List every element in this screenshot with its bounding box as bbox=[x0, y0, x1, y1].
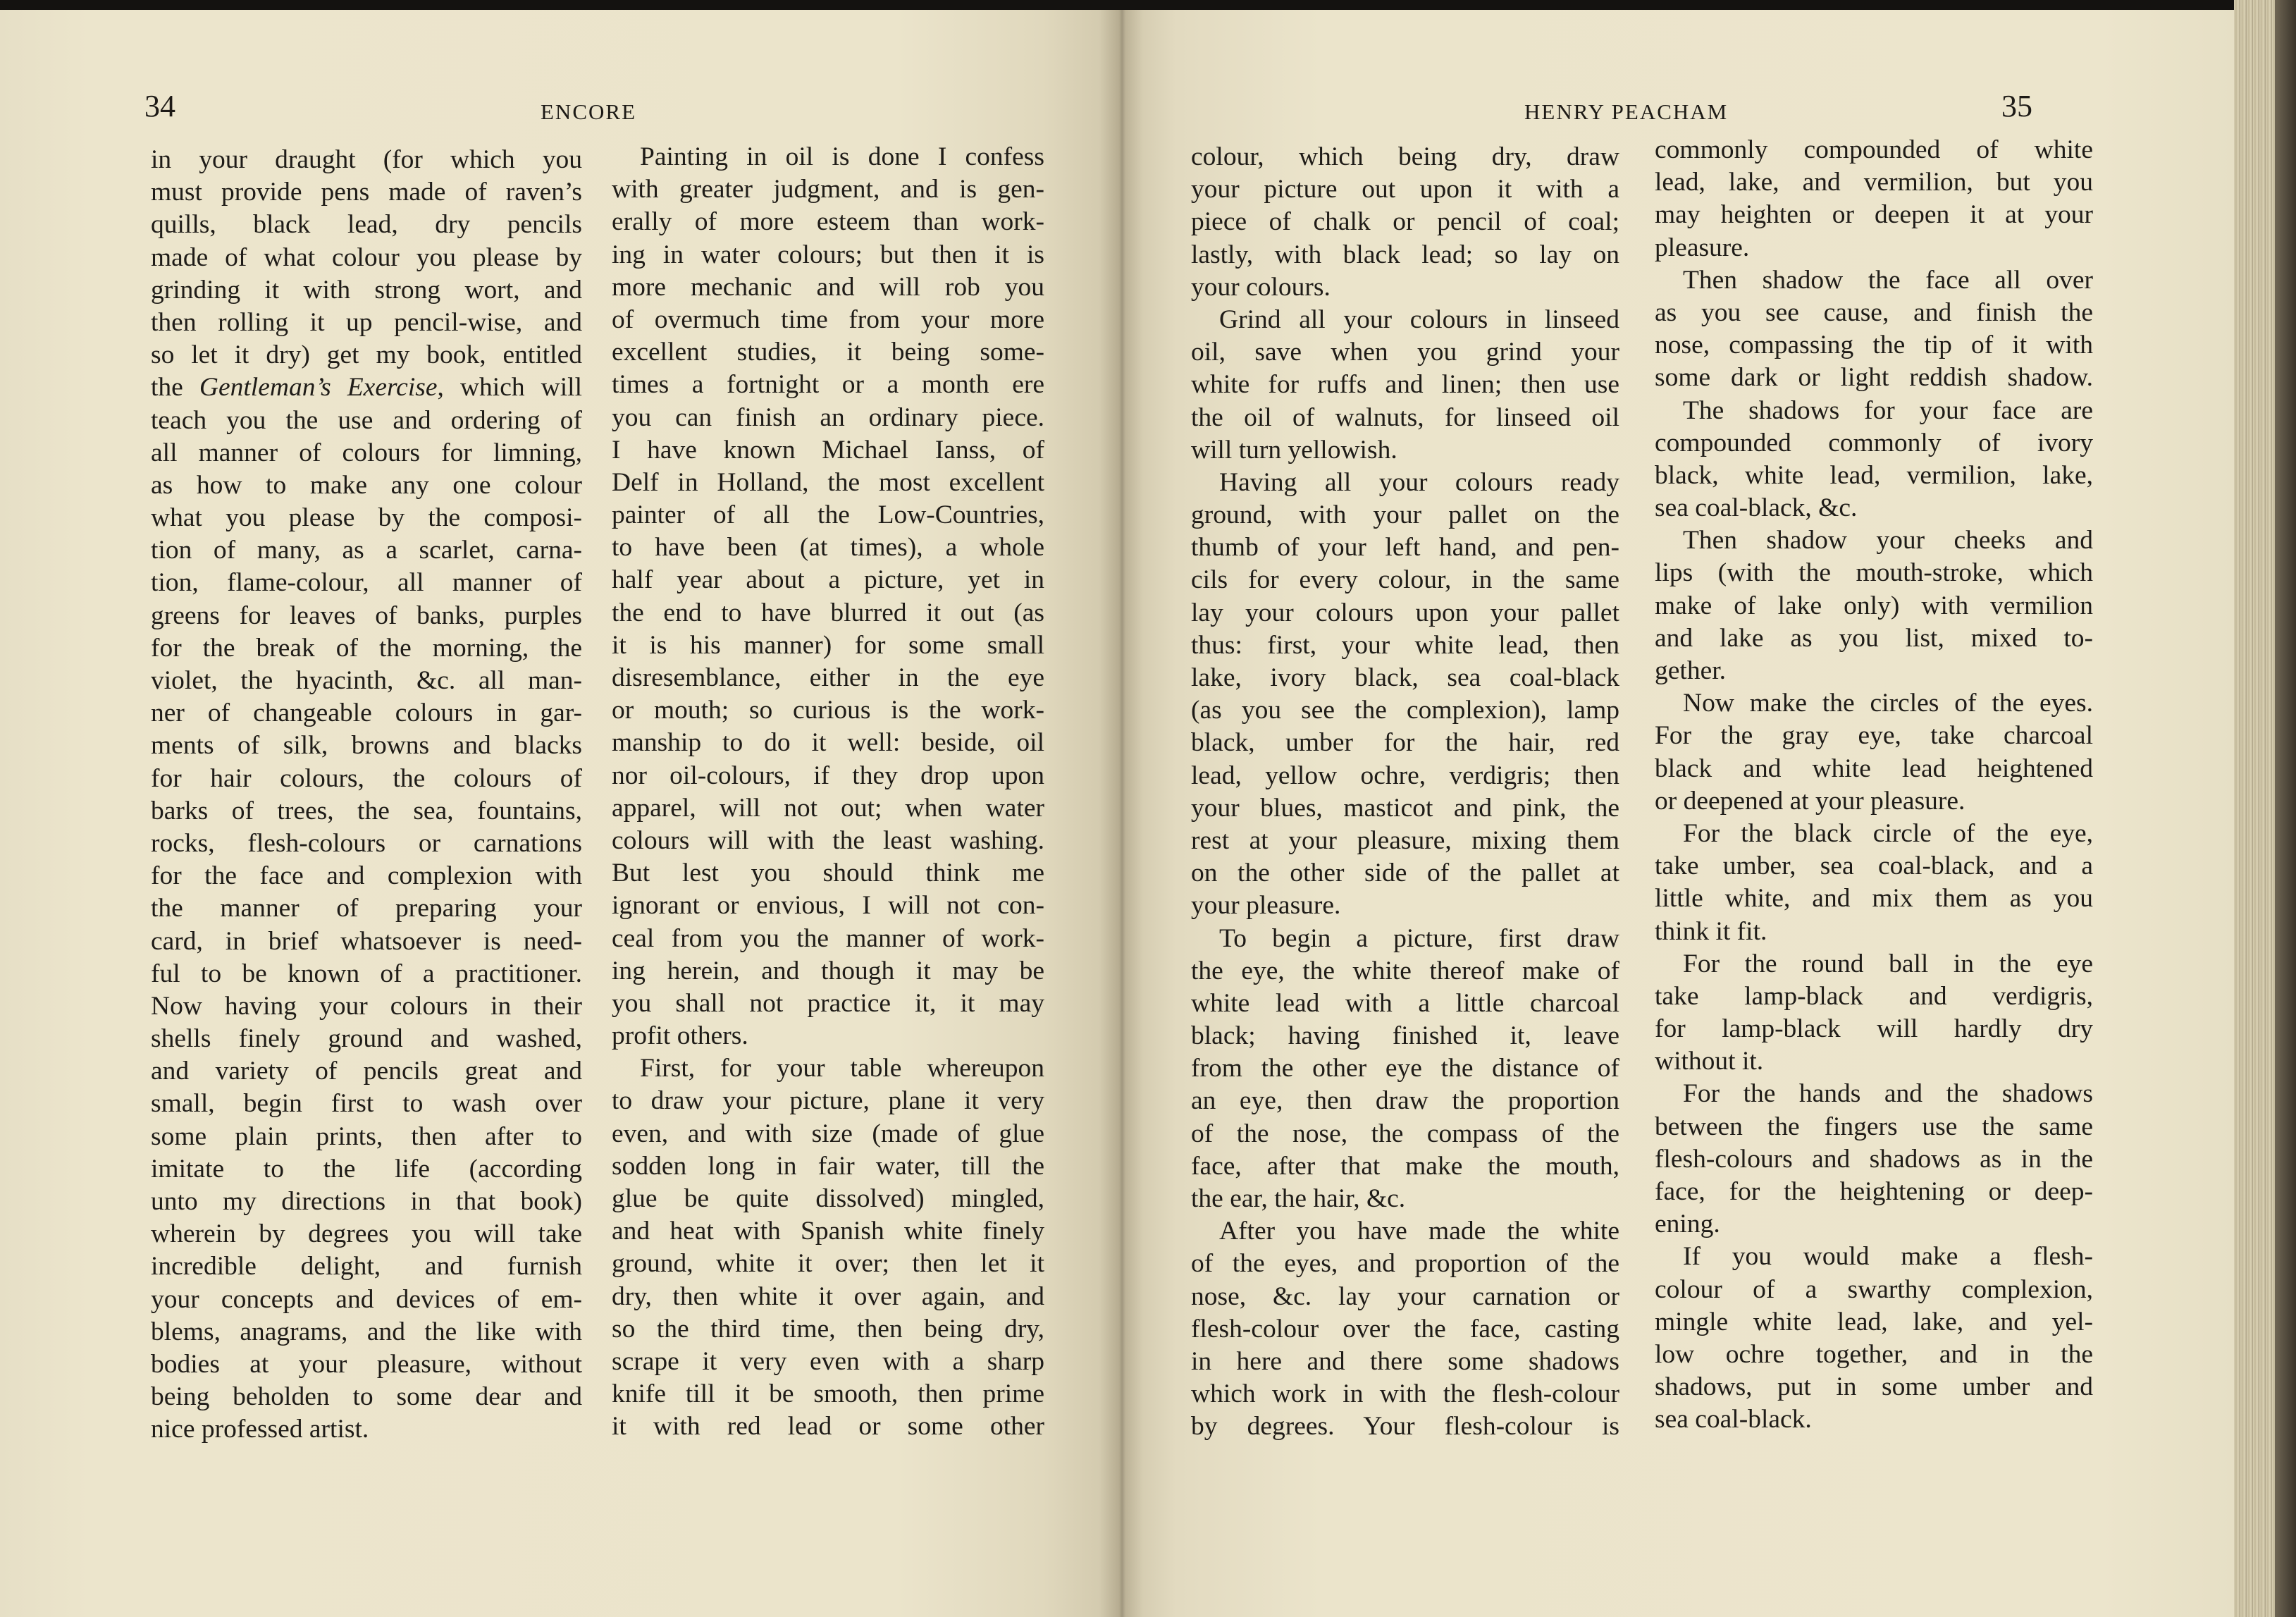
text-line: barks of trees, the sea, fountains, bbox=[151, 796, 582, 825]
text-line: shells finely ground and washed, bbox=[151, 1024, 582, 1054]
text-line: piece of chalk or pencil of coal; bbox=[1191, 207, 1619, 237]
text-line: painter of all the Low-Countries, bbox=[612, 500, 1044, 530]
text-line: as how to make any one colour bbox=[151, 470, 582, 500]
page-number-right: 35 bbox=[2001, 89, 2032, 123]
text-line: incredible delight, and furnish bbox=[151, 1252, 582, 1281]
text-line: ing in water colours; but then it is bbox=[612, 240, 1044, 269]
text-line: to draw your picture, plane it very bbox=[612, 1086, 1044, 1116]
text-line: face, for the heightening or deep- bbox=[1655, 1177, 2093, 1206]
text-line: nose, compassing the tip of it with bbox=[1655, 331, 2093, 360]
text-line: face, after that make the mouth, bbox=[1191, 1151, 1619, 1181]
text-line: even, and with size (made of glue bbox=[612, 1119, 1044, 1148]
text-line: may heighten or deepen it at your bbox=[1655, 200, 2093, 230]
text-line: half year about a picture, yet in bbox=[612, 565, 1044, 595]
text-line: as you see cause, and finish the bbox=[1655, 297, 2093, 327]
text-line: some dark or light reddish shadow. bbox=[1655, 363, 2093, 393]
text-line: your concepts and devices of em- bbox=[151, 1284, 582, 1314]
text-line: for hair colours, the colours of bbox=[151, 763, 582, 793]
text-line: flesh-colour over the face, casting bbox=[1191, 1314, 1619, 1344]
text-line: the oil of walnuts, for linseed oil bbox=[1191, 402, 1619, 432]
text-line: or deepened at your pleasure. bbox=[1655, 786, 1965, 816]
text-line: Having all your colours ready bbox=[1219, 467, 1619, 497]
text-line: ignorant or envious, I will not con- bbox=[612, 891, 1044, 921]
page-number-left: 34 bbox=[144, 89, 175, 123]
text-line: and heat with Spanish white finely bbox=[612, 1217, 1044, 1246]
text-line: compounded commonly of ivory bbox=[1655, 428, 2093, 457]
text-line: I have known Michael Ianss, of bbox=[612, 435, 1044, 465]
text-line: will turn yellowish. bbox=[1191, 435, 1397, 465]
text-line: your blues, masticot and pink, the bbox=[1191, 793, 1619, 823]
text-line: black and white lead heightened bbox=[1655, 754, 2093, 783]
text-line: make of lake only) with vermilion bbox=[1655, 591, 2093, 620]
text-line: sea coal-black, &c. bbox=[1655, 493, 1858, 523]
text-line: imitate to the life (according bbox=[151, 1154, 582, 1183]
text-line: For the round ball in the eye bbox=[1683, 949, 2093, 978]
text-line: Then shadow the face all over bbox=[1683, 265, 2093, 295]
text-line: the eye, the white thereof make of bbox=[1191, 956, 1619, 985]
text-line: black, umber for the hair, red bbox=[1191, 728, 1619, 758]
text-line: an eye, then draw the proportion bbox=[1191, 1086, 1619, 1116]
text-line: Grind all your colours in linseed bbox=[1219, 305, 1619, 334]
text-line: you shall not practice it, it may bbox=[612, 988, 1044, 1018]
text-line: lead, lake, and vermilion, but you bbox=[1655, 168, 2093, 197]
text-line: gether. bbox=[1655, 656, 1727, 685]
text-line: For the gray eye, take charcoal bbox=[1655, 721, 2093, 751]
text-line: ening. bbox=[1655, 1210, 1720, 1239]
text-line: the Gentleman’s Exercise, which will bbox=[151, 373, 583, 402]
text-line: between the fingers use the same bbox=[1655, 1112, 2093, 1141]
book-gutter bbox=[1099, 10, 1143, 1617]
text-line: thus: first, your white lead, then bbox=[1191, 630, 1619, 660]
text-line: But lest you should think me bbox=[612, 859, 1044, 888]
text-line: little white, and mix them as you bbox=[1655, 884, 2093, 914]
text-line: sea coal-black. bbox=[1655, 1405, 1812, 1434]
text-line: rest at your pleasure, mixing them bbox=[1191, 825, 1619, 855]
text-line: you can finish an ordinary piece. bbox=[612, 402, 1044, 432]
text-line: Delf in Holland, the most excellent bbox=[612, 467, 1044, 497]
text-line: Now make the circles of the eyes. bbox=[1683, 689, 2093, 718]
text-line: violet, the hyacinth, &c. all man- bbox=[151, 666, 582, 695]
text-line: commonly compounded of white bbox=[1655, 135, 2093, 164]
text-line: low ochre together, and in the bbox=[1655, 1339, 2093, 1369]
right-page-column-2 bbox=[1655, 134, 2093, 1437]
text-line: think it fit. bbox=[1655, 916, 1767, 946]
text-line: the end to have blurred it out (as bbox=[612, 598, 1044, 627]
text-line: oil, save when you grind your bbox=[1191, 338, 1619, 367]
text-line: it with red lead or some other bbox=[612, 1412, 1044, 1441]
left-page-column-2 bbox=[612, 141, 1044, 1444]
text-line: blems, anagrams, and the like with bbox=[151, 1317, 582, 1346]
text-line: for the face and complexion with bbox=[151, 861, 582, 891]
text-line: or mouth; so curious is the work- bbox=[612, 696, 1044, 725]
text-line: For the black circle of the eye, bbox=[1683, 818, 2093, 848]
text-line: from the other eye the distance of bbox=[1191, 1054, 1619, 1083]
text-line: excellent studies, it being some- bbox=[612, 338, 1044, 367]
text-line: and variety of pencils great and bbox=[151, 1057, 582, 1086]
text-line: ing herein, and though it may be bbox=[612, 956, 1044, 985]
text-line: with greater judgment, and is gen- bbox=[612, 175, 1044, 204]
text-line: of the eyes, and proportion of the bbox=[1191, 1249, 1619, 1279]
text-line: by degrees. Your flesh-colour is bbox=[1191, 1412, 1619, 1441]
text-line: teach you the use and ordering of bbox=[151, 405, 582, 435]
text-line: pleasure. bbox=[1655, 233, 1750, 262]
running-head-right: HENRY PEACHAM bbox=[1524, 99, 1729, 124]
text-line: the ear, the hair, &c. bbox=[1191, 1184, 1406, 1213]
text-line: take umber, sea coal-black, and a bbox=[1655, 851, 2093, 881]
text-line: times a fortnight or a month ere bbox=[612, 370, 1044, 400]
text-line: made of what colour you please by bbox=[151, 242, 582, 272]
text-line: Then shadow your cheeks and bbox=[1683, 526, 2093, 555]
text-line: quills, black lead, dry pencils bbox=[151, 210, 582, 240]
text-line: (as you see the complexion), lamp bbox=[1191, 696, 1619, 725]
text-line: ments of silk, browns and blacks bbox=[151, 731, 582, 761]
text-line: in your draught (for which you bbox=[151, 145, 582, 174]
text-line: of the nose, the compass of the bbox=[1191, 1119, 1619, 1148]
text-line: card, in brief whatsoever is need- bbox=[151, 926, 582, 956]
text-line: Now having your colours in their bbox=[151, 991, 582, 1021]
text-line: some plain prints, then after to bbox=[151, 1121, 582, 1151]
text-line: ful to be known of a practitioner. bbox=[151, 959, 582, 988]
text-line: which work in with the flesh-colour bbox=[1191, 1379, 1619, 1409]
text-line: of overmuch time from your more bbox=[612, 305, 1044, 334]
text-line: nor oil-colours, if they drop upon bbox=[612, 761, 1044, 790]
left-page-column-1 bbox=[151, 144, 582, 1446]
text-line: nose, &c. lay your carnation or bbox=[1191, 1281, 1619, 1311]
text-line: bodies at your pleasure, without bbox=[151, 1349, 582, 1379]
text-line: After you have made the white bbox=[1219, 1217, 1619, 1246]
text-line: To begin a picture, first draw bbox=[1219, 923, 1619, 953]
text-line: ner of changeable colours in gar- bbox=[151, 699, 582, 728]
text-line: flesh-colours and shadows as in the bbox=[1655, 1144, 2093, 1174]
text-line: being beholden to some dear and bbox=[151, 1382, 582, 1412]
text-line: your pleasure. bbox=[1191, 891, 1341, 921]
text-line: knife till it be smooth, then prime bbox=[612, 1379, 1044, 1409]
text-line: more mechanic and will rob you bbox=[612, 272, 1044, 302]
text-line: Painting in oil is done I confess bbox=[640, 142, 1044, 171]
text-line: take lamp-black and verdigris, bbox=[1655, 981, 2093, 1011]
text-line: in here and there some shadows bbox=[1191, 1346, 1619, 1376]
text-line: apparel, will not out; when water bbox=[612, 793, 1044, 823]
text-line: lay your colours upon your pallet bbox=[1191, 598, 1619, 627]
text-line: for lamp-black will hardly dry bbox=[1655, 1014, 2093, 1044]
text-line: If you would make a flesh- bbox=[1683, 1242, 2093, 1272]
text-line: glue be quite dissolved) mingled, bbox=[612, 1184, 1044, 1213]
text-line: then rolling it up pencil-wise, and bbox=[151, 307, 582, 337]
text-line: colour of a swarthy complexion, bbox=[1655, 1274, 2093, 1304]
text-line: what you please by the composi- bbox=[151, 503, 582, 533]
text-line: ground, with your pallet on the bbox=[1191, 500, 1619, 530]
text-line: for the break of the morning, the bbox=[151, 633, 582, 663]
running-head-left: ENCORE bbox=[541, 99, 636, 124]
text-line: disresemblance, either in the eye bbox=[612, 663, 1044, 692]
text-line: black; having finished it, leave bbox=[1191, 1021, 1619, 1051]
text-line: rocks, flesh-colours or carnations bbox=[151, 828, 582, 858]
text-line: must provide pens made of raven’s bbox=[151, 178, 582, 207]
left-page bbox=[0, 10, 1121, 1617]
text-line: For the hands and the shadows bbox=[1683, 1079, 2093, 1109]
text-line: ceal from you the manner of work- bbox=[612, 923, 1044, 953]
book-cover-edge bbox=[2275, 0, 2296, 1617]
text-line: dry, then white it over again, and bbox=[612, 1281, 1044, 1311]
text-line: sodden long in fair water, till the bbox=[612, 1151, 1044, 1181]
text-line: shadows, put in some umber and bbox=[1655, 1372, 2093, 1402]
text-line: black, white lead, vermilion, lake, bbox=[1655, 460, 2093, 490]
text-line: colour, which being dry, draw bbox=[1191, 142, 1619, 171]
right-page-column-1 bbox=[1191, 141, 1619, 1444]
text-line: grinding it with strong wort, and bbox=[151, 275, 582, 305]
text-line: lips (with the mouth-stroke, which bbox=[1655, 558, 2093, 588]
text-line: lake, ivory black, sea coal-black bbox=[1191, 663, 1619, 692]
text-line: profit others. bbox=[612, 1021, 748, 1051]
text-line: on the other side of the pallet at bbox=[1191, 859, 1619, 888]
text-line: manship to do it well: beside, oil bbox=[612, 728, 1044, 758]
text-line: and lake as you list, mixed to- bbox=[1655, 623, 2093, 653]
text-line: cils for every colour, in the same bbox=[1191, 565, 1619, 595]
text-line: tion of many, as a scarlet, carna- bbox=[151, 536, 582, 565]
text-line: scrape it very even with a sharp bbox=[612, 1346, 1044, 1376]
text-line: it is his manner) for some small bbox=[612, 630, 1044, 660]
text-line: so the third time, then being dry, bbox=[612, 1314, 1044, 1344]
text-line: to have been (at times), a whole bbox=[612, 533, 1044, 562]
text-line: thumb of your left hand, and pen- bbox=[1191, 533, 1619, 562]
text-line: lastly, with black lead; so lay on bbox=[1191, 240, 1619, 269]
text-line: greens for leaves of banks, purples bbox=[151, 601, 582, 630]
text-line: wherein by degrees you will take bbox=[151, 1219, 582, 1249]
text-line: tion, flame-colour, all manner of bbox=[151, 568, 582, 598]
right-page bbox=[1121, 10, 2234, 1617]
text-line: colours will with the least washing. bbox=[612, 825, 1044, 855]
text-line: the manner of preparing your bbox=[151, 894, 582, 923]
text-line: mingle white lead, lake, and yel- bbox=[1655, 1307, 2093, 1336]
text-line: First, for your table whereupon bbox=[640, 1054, 1044, 1083]
text-line: unto my directions in that book) bbox=[151, 1187, 582, 1216]
text-line: without it. bbox=[1655, 1047, 1764, 1076]
text-line: small, begin first to wash over bbox=[151, 1089, 582, 1119]
text-line: The shadows for your face are bbox=[1683, 395, 2093, 425]
text-line: nice professed artist. bbox=[151, 1415, 369, 1444]
text-line: ground, white it over; then let it bbox=[612, 1249, 1044, 1279]
text-line: your colours. bbox=[1191, 272, 1331, 302]
text-line: all manner of colours for limning, bbox=[151, 438, 582, 467]
text-line: your picture out upon it with a bbox=[1191, 175, 1619, 204]
text-line: lead, yellow ochre, verdigris; then bbox=[1191, 761, 1619, 790]
text-line: white lead with a little charcoal bbox=[1191, 988, 1619, 1018]
text-line: white for ruffs and linen; then use bbox=[1191, 370, 1619, 400]
text-line: erally of more esteem than work- bbox=[612, 207, 1044, 237]
text-line: so let it dry) get my book, entitled bbox=[151, 340, 582, 370]
